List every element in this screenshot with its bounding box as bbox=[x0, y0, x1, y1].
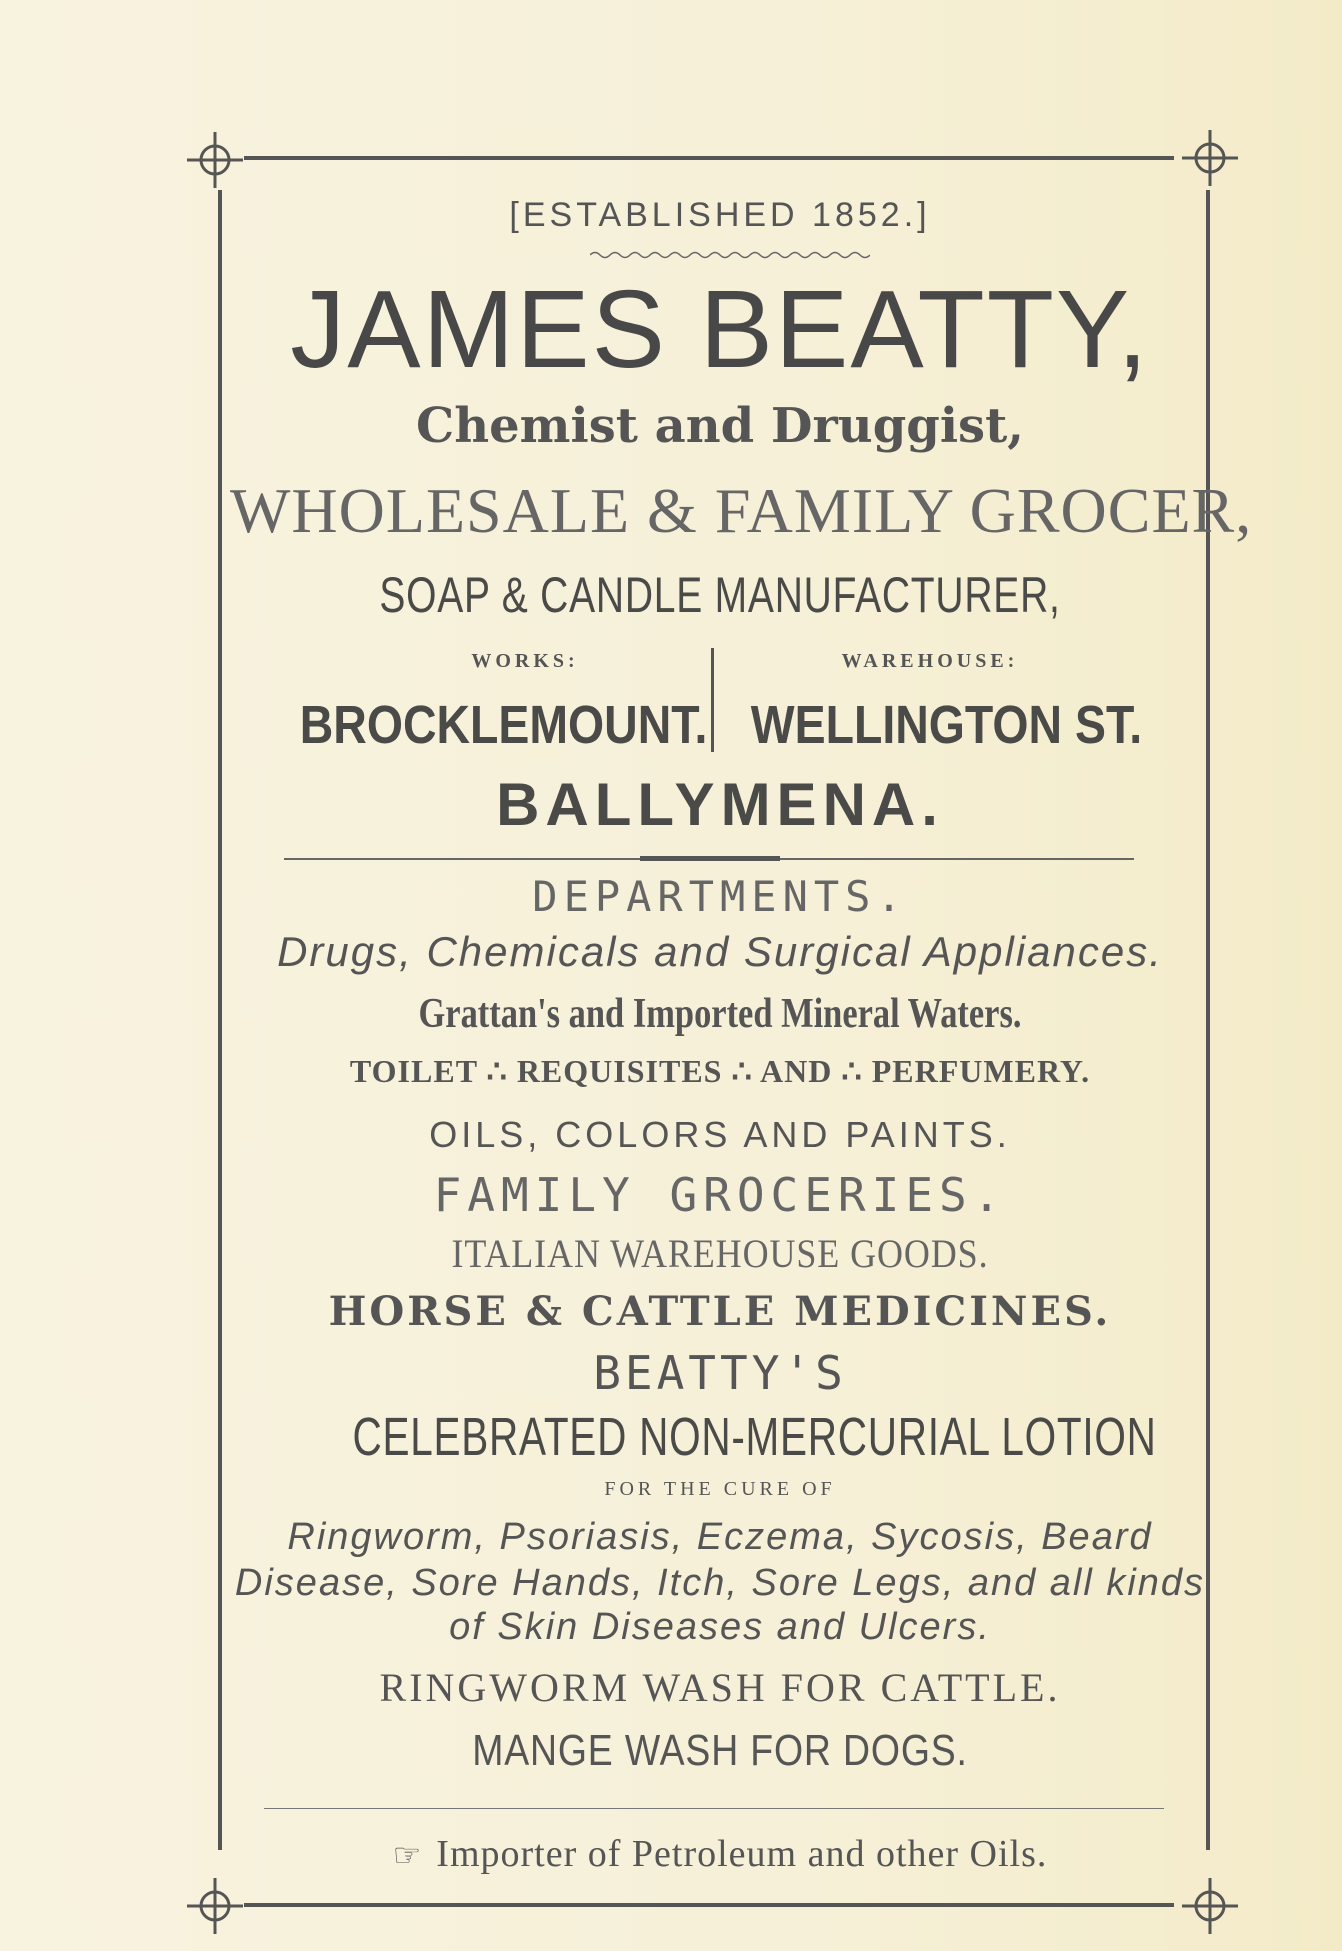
crosshair-ornament-icon bbox=[185, 1876, 245, 1936]
proprietor-name: JAMES BEATTY, bbox=[290, 268, 1150, 391]
soap-line: SOAP & CANDLE MANUFACTURER, bbox=[379, 567, 1061, 623]
conditions-line-2: Disease, Sore Hands, Itch, Sore Legs, and all kinds bbox=[234, 1562, 1206, 1604]
crosshair-ornament-icon bbox=[185, 130, 245, 190]
lotion-title: CELEBRATED NON-MERCURIAL LOTION bbox=[352, 1407, 1157, 1467]
bottom-rule bbox=[264, 1808, 1164, 1809]
section-rule-accent bbox=[640, 856, 780, 861]
crosshair-ornament-icon bbox=[1180, 128, 1240, 188]
importer-line bbox=[230, 1832, 1210, 1876]
horse-medicines-line: HORSE & CATTLE MEDICINES. bbox=[328, 1288, 1112, 1335]
established-line: [ESTABLISHED 1852.] bbox=[509, 196, 931, 234]
oils-line: OILS, COLORS AND PAINTS. bbox=[429, 1114, 1011, 1155]
conditions-line-1: Ringworm, Psoriasis, Eczema, Sycosis, Beard bbox=[287, 1516, 1153, 1558]
crosshair-ornament-icon bbox=[1180, 1876, 1240, 1936]
wavy-rule bbox=[590, 250, 870, 260]
works-label: WORKS: bbox=[471, 650, 579, 672]
warehouse-place: WELLINGTON ST. bbox=[750, 695, 1143, 755]
departments-heading: DEPARTMENTS. bbox=[532, 872, 908, 921]
frame-top-rule bbox=[244, 156, 1174, 160]
frame-bottom-rule bbox=[244, 1903, 1174, 1907]
mange-wash-line: MANGE WASH FOR DOGS. bbox=[472, 1726, 968, 1775]
lotion-brand: BEATTY'S bbox=[593, 1346, 847, 1400]
drugs-line: Drugs, Chemicals and Surgical Appliances. bbox=[277, 928, 1163, 975]
toilet-line: TOILET ∴ REQUISITES ∴ AND ∴ PERFUMERY. bbox=[349, 1053, 1091, 1089]
warehouse-label: WAREHOUSE: bbox=[841, 650, 1019, 672]
for-cure-line: FOR THE CURE OF bbox=[604, 1478, 836, 1500]
town-name: BALLYMENA. bbox=[496, 771, 944, 838]
address-divider bbox=[711, 648, 714, 752]
frame-left-rule bbox=[218, 190, 222, 1850]
wholesale-line: WHOLESALE & FAMILY GROCER, bbox=[230, 475, 1253, 546]
conditions-line-3: of Skin Diseases and Ulcers. bbox=[449, 1606, 991, 1648]
italian-line: ITALIAN WAREHOUSE GOODS. bbox=[451, 1231, 989, 1276]
profession-line: Chemist and Druggist, bbox=[416, 398, 1024, 454]
importer-text: Importer of Petroleum and other Oils. bbox=[436, 1833, 1048, 1875]
pointing-hand-icon: ☞ bbox=[392, 1837, 423, 1873]
ringworm-wash-line: RINGWORM WASH FOR CATTLE. bbox=[379, 1665, 1061, 1710]
mineral-waters-line: Grattan's and Imported Mineral Waters. bbox=[418, 991, 1022, 1037]
groceries-line: FAMILY GROCERIES. bbox=[433, 1168, 1007, 1222]
works-place: BROCKLEMOUNT. bbox=[299, 695, 708, 755]
